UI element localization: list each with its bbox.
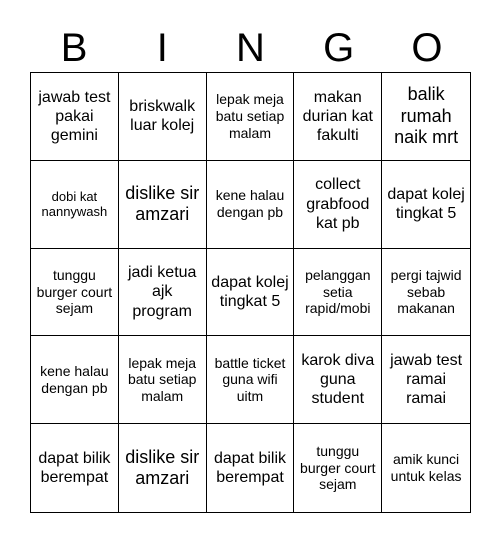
bingo-board [30, 72, 471, 513]
bingo-cell-r1c1[interactable]: jawab test pakai gemini [31, 73, 119, 161]
bingo-cell-r5c3[interactable]: dapat bilik berempat [207, 424, 295, 512]
bingo-cell-r5c1[interactable]: dapat bilik berempat [31, 424, 119, 512]
bingo-cell-r3c5[interactable]: pergi tajwid sebab makanan [382, 249, 470, 337]
header-letter-i: I [156, 26, 168, 70]
bingo-cell-r3c4[interactable]: pelanggan setia rapid/mobi [294, 249, 382, 337]
bingo-cell-r4c2[interactable]: lepak meja batu setiap malam [119, 336, 207, 424]
bingo-cell-r4c3[interactable]: battle ticket guna wifi uitm [207, 336, 295, 424]
bingo-cell-r3c1[interactable]: tunggu burger court sejam [31, 249, 119, 337]
bingo-cell-r3c3[interactable]: dapat kolej tingkat 5 [207, 249, 295, 337]
bingo-cell-r2c2[interactable]: dislike sir amzari [119, 161, 207, 249]
bingo-cell-r4c4[interactable]: karok diva guna student [294, 336, 382, 424]
bingo-cell-r2c1[interactable]: dobi kat nannywash [31, 161, 119, 249]
bingo-cell-r5c2[interactable]: dislike sir amzari [119, 424, 207, 512]
bingo-cell-r1c4[interactable]: makan durian kat fakulti [294, 73, 382, 161]
header-letter-g: G [323, 26, 355, 70]
header-letter-n: N [236, 26, 265, 70]
bingo-cell-r5c5[interactable]: amik kunci untuk kelas [390, 451, 462, 485]
bingo-cell-r1c3[interactable]: lepak meja batu setiap malam [207, 73, 295, 161]
bingo-cell-r5c4[interactable]: tunggu burger court sejam [294, 424, 382, 512]
bingo-cell-r2c4[interactable]: collect grabfood kat pb [294, 161, 382, 249]
bingo-cell-r4c1[interactable]: kene halau dengan pb [31, 336, 119, 424]
bingo-cell-r2c5[interactable]: dapat kolej tingkat 5 [382, 161, 470, 249]
bingo-cell-r4c5[interactable]: jawab test ramai ramai [382, 336, 470, 424]
header-letter-b: B [60, 26, 88, 70]
bingo-header [30, 24, 471, 72]
bingo-cell-r3c2[interactable]: jadi ketua ajk program [119, 249, 207, 337]
bingo-cell-r1c5[interactable]: balik rumah naik mrt [382, 73, 470, 161]
bingo-cell-r1c2[interactable]: briskwalk luar kolej [119, 73, 207, 161]
bingo-cell-r2c3[interactable]: kene halau dengan pb [207, 161, 295, 249]
header-letter-o: O [411, 26, 443, 70]
